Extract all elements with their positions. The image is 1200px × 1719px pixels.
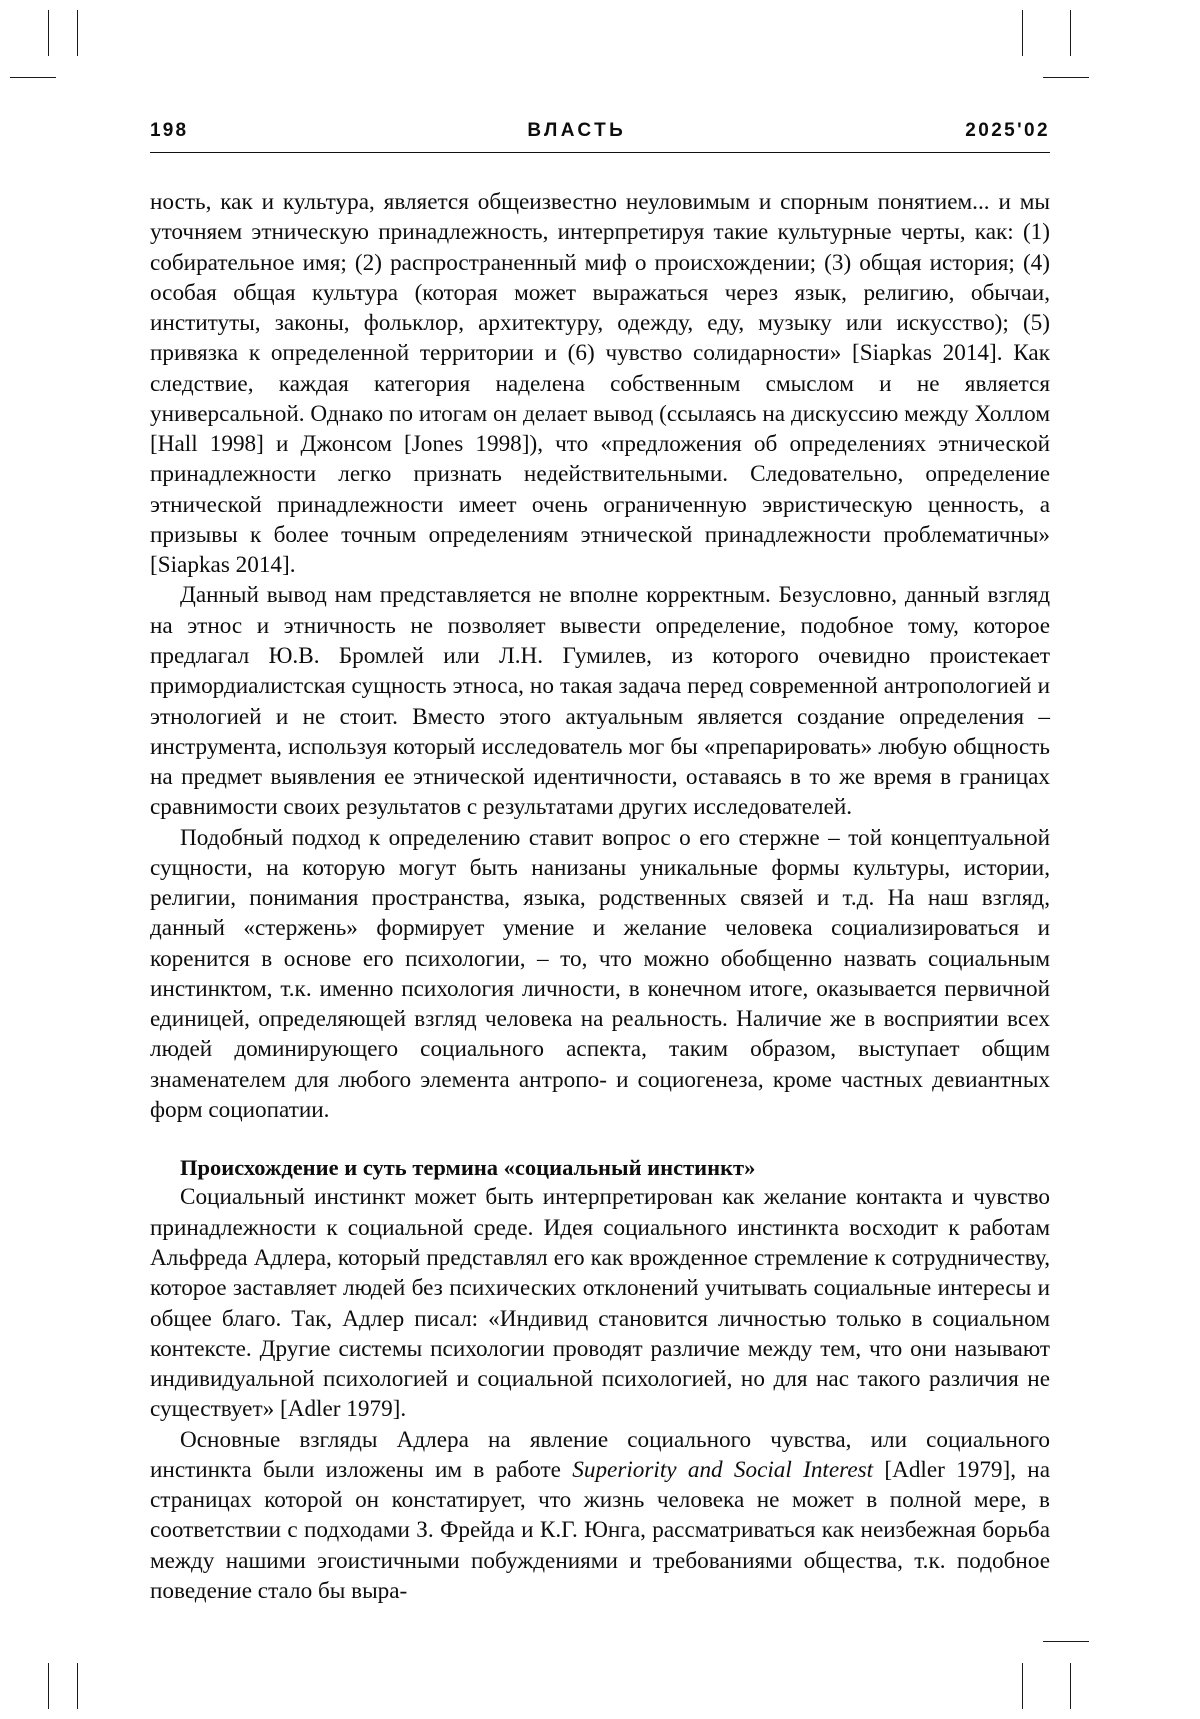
crop-mark-top-right-vertical [1022, 10, 1023, 56]
crop-mark-right-edge-marker [1043, 1641, 1089, 1642]
crop-mark-bottom-left-vertical [77, 1663, 78, 1709]
section-subheading: Происхождение и суть термина «социальный инстинкт» [180, 1155, 756, 1181]
issue-number: 2025'02 [965, 120, 1050, 141]
paragraph-5-text-before-title: Основные взгляды Адлера на явление социального чувства, или социального инстинкта были изложены им в работе [150, 1426, 1050, 1483]
journal-title: ВЛАСТЬ [527, 120, 627, 141]
paragraph-1: ность, как и культура, является общеизвестно неуловимым и спорным понятием... и мы уточняем этническую принадлежность, интерпретируя такие культурные черты, как: (1) собирательное имя; (2) распространенный миф о происхождении; (3) общая история; (4) особая общая культура (которая может выражаться через язык, религию, обычаи, институты, законы, фольклор, архитектуру, одежду, еду, музыку или искусство); (5) привязка к определенной территории и (6) чувство солидарности» [Siapkas 2014]. Как следствие, каждая категория наделена собственным смыслом и не является универсальной. Однако по итогам он делает вывод (ссылаясь на дискуссию между Холлом [Hall 1998] и Джонсом [Jones 1998]), что «предложения об определениях этнической принадлежности легко признать недействительными. Следовательно, определение этнической принадлежности имеет очень ограниченную эвристическую ценность, а призывы к более точным определениям этнической принадлежности проблематичны» [Siapkas 2014]. [150, 189, 1050, 579]
crop-mark-right-lower-long [1070, 1663, 1071, 1709]
crop-mark-left-inner [48, 10, 49, 56]
crop-mark-right-upper-long [1070, 10, 1071, 56]
crop-mark-top-right-horizontal [1043, 77, 1089, 78]
paragraph-5-text-after-title: [Adler 1979], на страницах которой он констатирует, что жизнь человека не может в полной мере, в соответствии с подходами З. Фрейда и К.Г. Юнга, рассматриваться как неизбежная борьба между нашими эгоистичными побуждениями и требованиями общества, т.к. подобное поведение стало бы выра- [150, 1456, 1050, 1604]
crop-mark-left-inner-bottom [48, 1663, 49, 1709]
paragraph-2: Данный вывод нам представляется не вполне корректным. Безусловно, данный взгляд на этнос и этничность не позволяет вывести определение, подобное тому, которое предлагал Ю.В. Бромлей или Л.Н. Гумилев, из которого очевидно проистекает примордиалистская сущность этноса, но такая задача перед современной антропологией и этнологией и не стоит. Вместо этого актуальным является создание определения – инструмента, используя который исследователь мог бы «препарировать» любую общность на предмет выявления ее этнической идентичности, оставаясь в то же время в границах сравнимости своих результатов с результатами других исследователей. [150, 582, 1050, 821]
paragraph-3: Подобный подход к определению ставит вопрос о его стержне – той концептуальной сущности, на которую могут быть нанизаны уникальные формы культуры, истории, религии, понимания пространства, языка, родственных связей и т.д. На наш взгляд, данный «стержень» формирует умение и желание человека социализироваться и коренится в основе его психологии, – то, что можно обобщенно назвать социальным инстинктом, т.к. именно психология личности, в конечном итоге, оказывается первичной единицей, определяющей взгляд человека на реальность. Наличие же в восприятии всех людей доминирующего социального аспекта, таким образом, выступает общим знаменателем для любого элемента антропо- и социогенеза, кроме частных девиантных форм социопатии. [150, 824, 1050, 1123]
crop-mark-top-left-horizontal [10, 77, 56, 78]
paragraph-5 [150, 1425, 1050, 1607]
paragraph-4: Социальный инстинкт может быть интерпретирован как желание контакта и чувство принадлежности к социальной среде. Идея социального инстинкта восходит к работам Альфреда Адлера, который представлял его как врожденное стремление к сотрудничеству, которое заставляет людей без психических отклонений учитывать социальные интересы и общее благо. Так, Адлер писал: «Индивид становится личностью только в социальном контексте. Другие системы психологии проводят различие между тем, что они называют индивидуальной психологией и социальной психологией, но для нас такого различия не существует» [Adler 1979]. [150, 1184, 1050, 1423]
crop-mark-top-left-vertical [77, 10, 78, 56]
page-content [150, 120, 1050, 1606]
crop-mark-bottom-right-vertical [1022, 1663, 1023, 1709]
book-title-italic: Superiority and Social Interest [572, 1456, 874, 1483]
running-head [150, 120, 1050, 146]
header-rule [150, 152, 1050, 153]
page-number: 198 [150, 120, 189, 141]
